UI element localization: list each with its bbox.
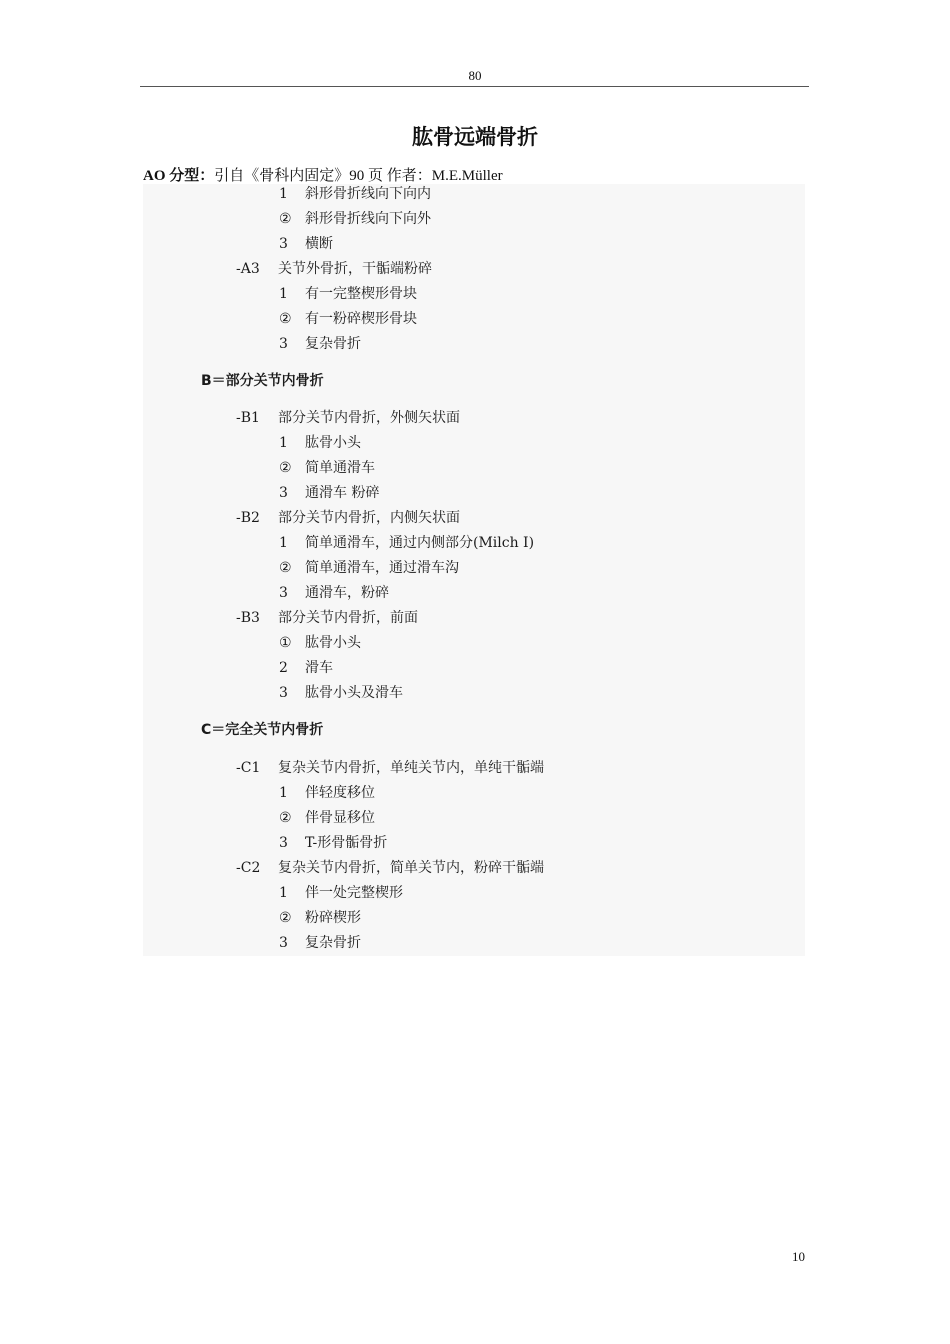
- subtype-description: 粉碎楔形: [305, 910, 361, 926]
- subtype-description: 伴轻度移位: [305, 785, 375, 801]
- subtype-number: 1: [279, 435, 288, 451]
- subtype-number: 1: [279, 785, 288, 801]
- subtype-number: ②: [279, 460, 292, 476]
- subtype-description: 伴骨显移位: [305, 810, 375, 826]
- subtype-description: 肱骨小头: [305, 435, 361, 451]
- subtype-description: 肱骨小头及滑车: [305, 685, 403, 701]
- subtype-description: 复杂骨折: [305, 336, 361, 352]
- subtype-number: 1: [279, 186, 288, 202]
- footer-page-number: 10: [792, 1249, 805, 1264]
- subtype-description: 横断: [305, 236, 333, 252]
- subtype-description: 复杂骨折: [305, 935, 361, 951]
- subtype-number: ②: [279, 560, 292, 576]
- subtype-description: 简单通滑车: [305, 460, 375, 476]
- subtype-description: T-形骨骺骨折: [305, 835, 388, 851]
- group-description: 部分关节内骨折，外侧矢状面: [278, 410, 460, 426]
- section-heading-text: B＝部分关节内骨折: [201, 373, 324, 389]
- subtype-description: 伴一处完整楔形: [305, 885, 403, 901]
- group-code: -B2: [236, 510, 260, 526]
- subtype-number: ②: [279, 311, 292, 327]
- subtype-number: 3: [279, 835, 288, 851]
- subtype-description: 有一完整楔形骨块: [305, 286, 417, 302]
- subtype-description: 斜形骨折线向下向外: [305, 211, 431, 227]
- group-description: 关节外骨折，干骺端粉碎: [278, 261, 432, 277]
- subtype-number: 1: [279, 885, 288, 901]
- subtype-description: 有一粉碎楔形骨块: [305, 311, 417, 327]
- subtype-number: ②: [279, 910, 292, 926]
- subtype-description: 肱骨小头: [305, 635, 361, 651]
- group-code: -B1: [236, 410, 260, 426]
- subtype-number: ①: [279, 635, 292, 651]
- subtype-number: 3: [279, 685, 288, 701]
- subtype-number: 3: [279, 935, 288, 951]
- subtype-number: 3: [279, 336, 288, 352]
- group-code: -B3: [236, 610, 260, 626]
- classification-subtitle: [143, 164, 503, 185]
- header-rule: [140, 86, 809, 87]
- subtype-description: 通滑车，粉碎: [305, 585, 389, 601]
- subtitle-label: AO 分型：: [143, 168, 215, 184]
- subtype-number: 3: [279, 236, 288, 252]
- group-description: 部分关节内骨折，内侧矢状面: [278, 510, 460, 526]
- subtitle-text: 引自《骨科内固定》90 页 作者：M.E.Müller: [214, 168, 503, 184]
- group-description: 复杂关节内骨折，简单关节内，粉碎干骺端: [278, 860, 544, 876]
- subtype-number: 2: [279, 660, 288, 676]
- subtype-number: ②: [279, 211, 292, 227]
- subtype-description: 滑车: [305, 660, 333, 676]
- group-description: 部分关节内骨折，前面: [278, 610, 418, 626]
- subtype-number: ②: [279, 810, 292, 826]
- subtype-description: 简单通滑车，通过滑车沟: [305, 560, 459, 576]
- group-code: -C2: [236, 860, 261, 876]
- subtype-number: 1: [279, 286, 288, 302]
- subtype-number: 1: [279, 535, 288, 551]
- subtype-number: 3: [279, 485, 288, 501]
- subtype-description: 简单通滑车，通过内侧部分(Milch I): [305, 535, 535, 551]
- header-page-number: 80: [468, 68, 482, 83]
- subtype-number: 3: [279, 585, 288, 601]
- group-code: -A3: [236, 261, 260, 277]
- scanned-excerpt: [143, 184, 805, 956]
- subtype-description: 斜形骨折线向下向内: [305, 186, 431, 202]
- document-title: 肱骨远端骨折: [412, 125, 538, 149]
- group-code: -C1: [236, 760, 261, 776]
- section-heading-text: C＝完全关节内骨折: [201, 722, 324, 738]
- group-description: 复杂关节内骨折，单纯关节内，单纯干骺端: [278, 760, 544, 776]
- subtype-description: 通滑车 粉碎: [305, 485, 380, 501]
